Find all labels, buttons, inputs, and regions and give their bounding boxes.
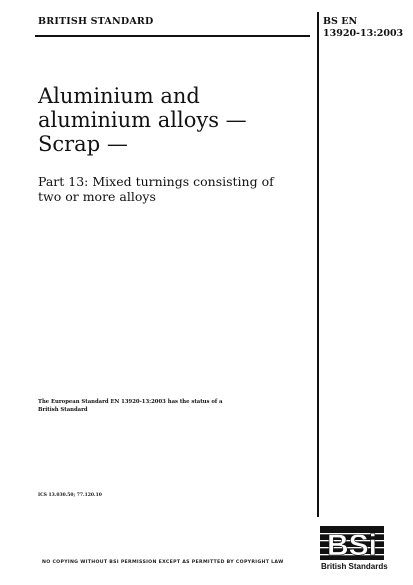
document-subtitle — [38, 174, 308, 204]
designation-prefix: BS EN — [323, 16, 358, 27]
designation-number: 13920-13:2003 — [323, 28, 404, 39]
bsi-logo-caption: British Standards — [321, 562, 388, 571]
document-title — [38, 84, 308, 156]
standard-designation — [323, 16, 403, 40]
status-line-1: The European Standard EN 13920-13:2003 has the status of a — [38, 399, 223, 405]
subtitle-line-2: two or more alloys — [38, 189, 156, 204]
subtitle-line-1: Part 13: Mixed turnings consisting of — [38, 174, 274, 189]
ics-code: ICS 13.030.50; 77.120.10 — [38, 493, 102, 498]
status-line-2: British Standard — [38, 407, 88, 413]
title-line-3: Scrap — — [38, 132, 128, 156]
svg-text:BSi: BSi — [326, 529, 378, 562]
standard-type-label: BRITISH STANDARD — [38, 16, 154, 27]
title-line-1: Aluminium and — [38, 84, 200, 108]
top-rule — [35, 35, 310, 37]
vertical-rule — [317, 12, 319, 517]
title-line-2: aluminium alloys — — [38, 108, 247, 132]
status-statement — [38, 398, 288, 414]
copyright-notice: NO COPYING WITHOUT BSI PERMISSION EXCEPT AS PERMITTED BY COPYRIGHT LAW — [42, 560, 284, 565]
